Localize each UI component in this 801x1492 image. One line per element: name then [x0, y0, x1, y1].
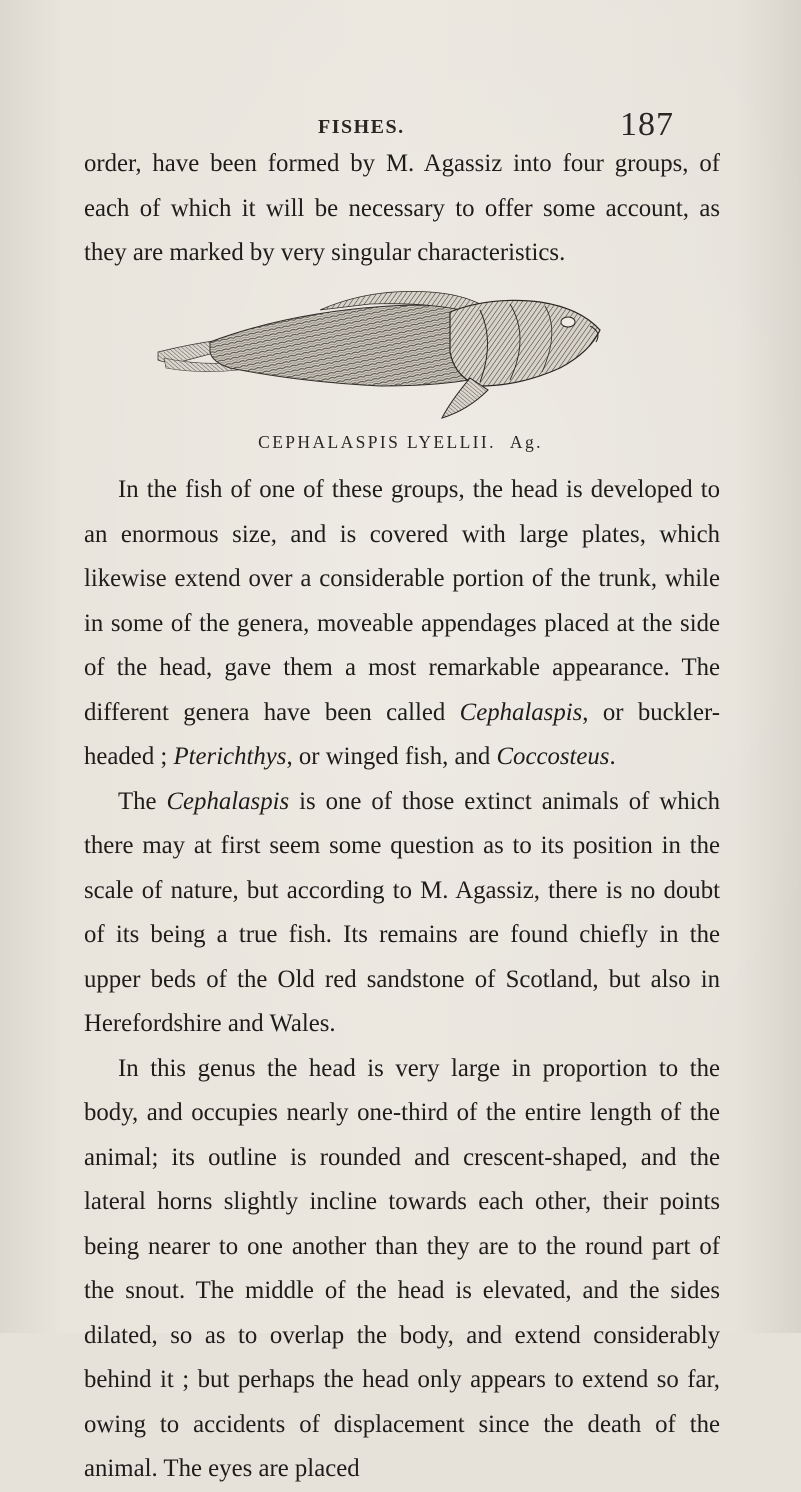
- paragraph-1: [84, 468, 720, 780]
- genus-name: Pterichthys: [173, 743, 287, 770]
- paragraph-1-text: In the fish of one of these groups, the head is developed to an enormous size, and is covered with large plates, which likewise extend over a considerable portion of the trunk, while in some of the genera, moveable appendages placed at the side of the head, gave them a most remarkable appearance. The different genera have been called: [84, 476, 720, 726]
- paragraph-2: [84, 780, 720, 1047]
- genus-name: Cephalaspis: [166, 787, 290, 815]
- paragraph-1-text: , or buckler-headed ;: [84, 698, 720, 770]
- running-title: FISHES.: [318, 116, 405, 138]
- paragraph-2-text: The: [118, 787, 167, 815]
- intro-paragraph-block: [84, 142, 720, 276]
- body-text: [84, 468, 720, 1492]
- page-number: 187: [620, 106, 674, 143]
- running-head: [0, 106, 801, 146]
- paragraph-1-text: , or winged fish, and: [286, 743, 497, 770]
- paragraph-1-text: .: [609, 743, 616, 770]
- figure-caption: [0, 432, 801, 453]
- cephalaspis-fossil-illustration: [150, 282, 620, 422]
- caption-authority: Ag.: [509, 432, 543, 452]
- caption-species-name: CEPHALASPIS LYELLII.: [258, 432, 496, 452]
- genus-name: Cephalaspis: [459, 698, 583, 726]
- paragraph-3: In this genus the head is very large in proportion to the body, and occupies nearly one-third of the entire length of the animal; its outline is rounded and crescent-shaped, and the lateral horns slightly incline towards each other, their points being nearer to one another than they are to the round part of the snout. The middle of the head is elevated, and the sides dilated, so as to overlap the body, and extend considerably behind it ; but perhaps the head only appears to extend so far, owing to accidents of displacement since the death of the animal. The eyes are placed: [84, 1054, 720, 1482]
- intro-paragraph: order, have been formed by M. Agassiz into four groups, of each of which it will be necessary to offer some account, as they are marked by very singular characteristics.: [84, 150, 720, 266]
- paragraph-2-text: is one of those extinct animals of which there may at first seem some question as to its position in the scale of nature, but according to M. Agassiz, there is no doubt of its being a true fish. Its remains are found chiefly in the upper beds of the Old red sandstone of Scotland, but also in Herefordshire and Wales.: [84, 787, 720, 1037]
- genus-name: Coccosteus: [496, 743, 610, 770]
- fish-fossil-icon: [150, 282, 620, 422]
